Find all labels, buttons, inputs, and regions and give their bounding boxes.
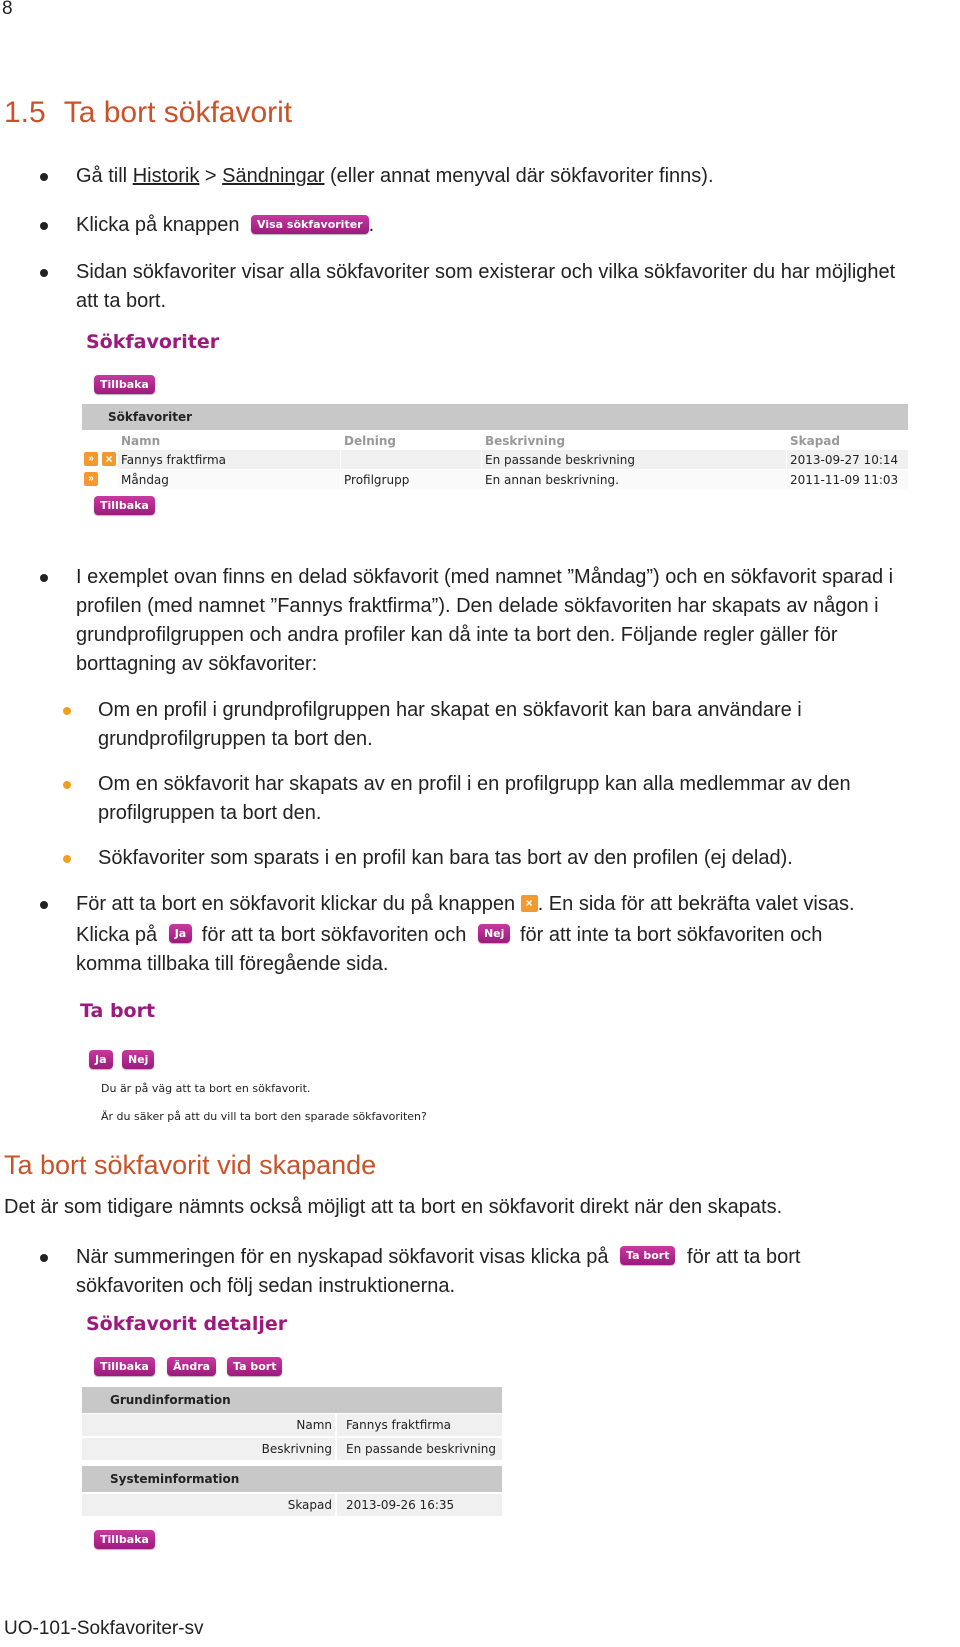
screenshot-favorites-title: Sökfavoriter [86,331,220,353]
text: Sidan sökfavoriter visar alla sökfavoriter som existerar och vilka sökfavoriter du har möjlighet [76,261,896,283]
change-button[interactable]: Ändra [167,1357,216,1376]
yes-button[interactable]: Ja [89,1050,113,1069]
subsection-intro: Det är som tidigare nämnts också möjligt att ta bort en sökfavorit direkt när den skapats. [4,1196,783,1218]
bullet-delete-instructions [76,890,855,979]
text: Sökfavoriter som sparats i en profil kan bara tas bort av den profilen (ej delad). [98,847,793,869]
no-button[interactable]: Nej [122,1050,154,1069]
delete-x-icon[interactable]: × [521,895,538,912]
document-footer: UO-101-Sokfavoriter-sv [4,1618,204,1639]
row2-description: En annan beskrivning. [485,473,619,487]
label-created: Skapad [287,1498,332,1512]
column-header-sharing: Delning [344,434,397,448]
section-number: 1.5 [4,96,46,129]
subsection-heading: Ta bort sökfavorit vid skapande [4,1150,377,1180]
text: borttagning av sökfavoriter: [76,653,318,675]
text: för att ta bort [687,1246,801,1268]
text: för att ta bort sökfavoriten och [201,924,467,946]
yes-button[interactable]: Ja [169,924,193,943]
text: profilgruppen ta bort den. [98,802,322,824]
show-favorites-button[interactable]: Visa sökfavoriter [251,215,369,234]
text: Klicka på [76,924,158,946]
row2-name: Måndag [121,473,169,487]
section-heading [4,96,292,130]
label-name: Namn [296,1418,332,1432]
bullet-goto [76,162,714,191]
row2-sharing: Profilgrupp [344,473,410,487]
text: Om en profil i grundprofilgruppen har skapat en sökfavorit kan bara användare i [98,699,802,721]
text: . En sida för att bekräfta valet visas. [537,893,855,915]
column-header-created: Skapad [790,434,840,448]
text: I exemplet ovan finns en delad sökfavorit (med namnet ”Måndag”) och en sökfavorit sparad i [76,566,894,588]
text: grundprofilgruppen och andra profiler kan då inte ta bort den. Följande regler gäller för [76,624,838,646]
back-button-bottom[interactable]: Tillbaka [94,496,155,515]
bullet-dot [63,855,71,863]
favorites-section-header: Sökfavoriter [82,404,908,430]
bullet-dot [40,574,48,582]
text: profilen (med namnet ”Fannys fraktfirma”). Den delade sökfavoriten har skapats av någon i [76,595,879,617]
bullet-click-button [76,211,374,240]
screenshot-details-title: Sökfavorit detaljer [86,1313,288,1335]
bullet-dot [63,781,71,789]
text: När summeringen för en nyskapad sökfavorit visas klicka på [76,1246,609,1268]
no-button[interactable]: Nej [478,924,510,943]
text: komma tillbaka till föregående sida. [76,953,389,975]
delete-button[interactable]: Ta bort [227,1357,282,1376]
bullet-page-description [76,258,895,316]
bullet-dot [63,707,71,715]
delete-x-icon[interactable]: × [102,452,116,466]
confirm-message: Du är på väg att ta bort en sökfavorit. [101,1082,311,1095]
back-button[interactable]: Tillbaka [94,1357,155,1376]
bullet-delete-on-create [76,1243,800,1301]
rule-item [98,770,851,828]
section-title: Ta bort sökfavorit [63,96,293,129]
confirm-question: Är du säker på att du vill ta bort den sparade sökfavoriten? [101,1110,427,1123]
link-historik[interactable]: Historik [132,165,200,187]
page-number: 8 [2,0,13,19]
system-info-header: Systeminformation [82,1466,502,1492]
bullet-dot [40,1254,48,1262]
text: . [368,214,375,236]
text: Om en sökfavorit har skapats av en profil i en profilgrupp kan alla medlemmar av den [98,773,851,795]
value-description: En passande beskrivning [346,1442,496,1456]
row2-created: 2011-11-09 11:03 [790,473,899,487]
value-created: 2013-09-26 16:35 [346,1498,455,1512]
delete-button[interactable]: Ta bort [620,1246,675,1265]
bullet-dot [40,269,48,277]
back-button-bottom[interactable]: Tillbaka [94,1530,155,1549]
text: > [199,165,223,187]
basic-info-header: Grundinformation [82,1387,502,1413]
bullet-example-explanation [76,563,893,679]
value-name: Fannys fraktfirma [346,1418,452,1432]
text: För att ta bort en sökfavorit klickar du på knappen [76,893,516,915]
text: Gå till [76,165,133,187]
text: grundprofilgruppen ta bort den. [98,728,373,750]
rule-item [98,696,802,754]
row1-name: Fannys fraktfirma [121,453,227,467]
forward-arrow-icon[interactable]: » [84,472,98,486]
bullet-dot [40,173,48,181]
text: att ta bort. [76,290,167,312]
column-header-description: Beskrivning [485,434,566,448]
text: Klicka på knappen [76,214,240,236]
screenshot-delete-title: Ta bort [80,1000,156,1022]
forward-arrow-icon[interactable]: » [84,452,98,466]
text: för att inte ta bort sökfavoriten och [519,924,823,946]
text: sökfavoriten och följ sedan instruktionerna. [76,1275,456,1297]
column-header-name: Namn [121,434,161,448]
rule-item [98,844,793,873]
text: (eller annat menyval där sökfavoriter finns). [324,165,714,187]
link-sandningar[interactable]: Sändningar [222,165,325,187]
row1-created: 2013-09-27 10:14 [790,453,899,467]
row1-description: En passande beskrivning [485,453,635,467]
bullet-dot [40,222,48,230]
back-button[interactable]: Tillbaka [94,375,155,394]
bullet-dot [40,901,48,909]
label-description: Beskrivning [261,1442,332,1456]
